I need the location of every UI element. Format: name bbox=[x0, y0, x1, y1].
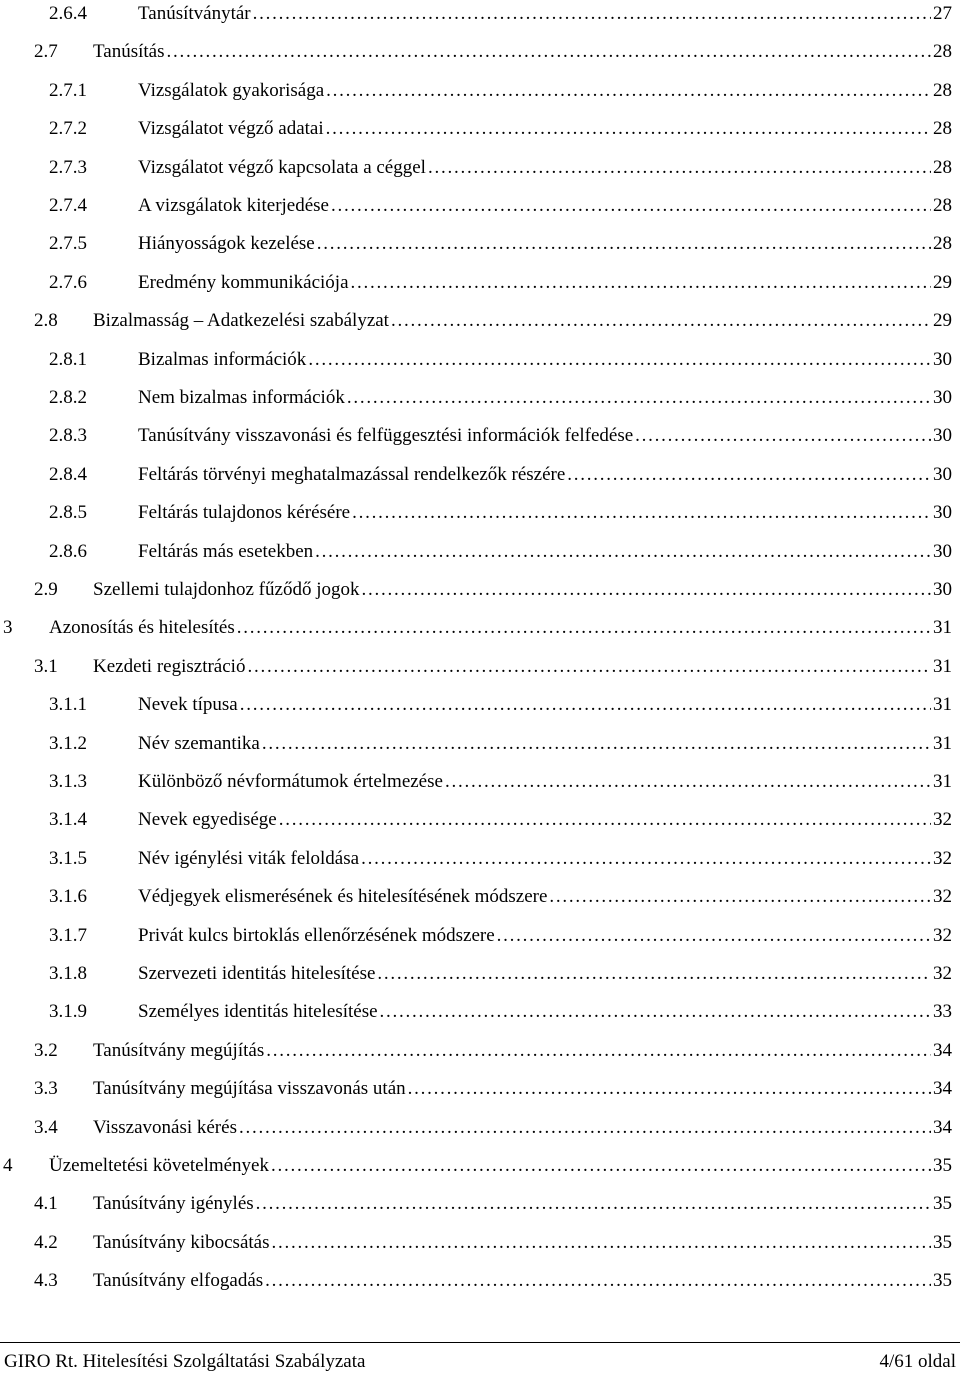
toc-entry-number: 2.7.3 bbox=[49, 156, 87, 178]
toc-entry-number: 2.9 bbox=[34, 579, 58, 600]
toc-entry[interactable] bbox=[0, 110, 960, 148]
toc-entry-number: 2.8.6 bbox=[49, 540, 87, 562]
toc-entry-page: 35 bbox=[931, 1185, 952, 1223]
toc-entry-number: 2.8.5 bbox=[49, 502, 87, 524]
toc-entry-page: 34 bbox=[931, 1032, 952, 1070]
toc-dot-leader bbox=[347, 379, 931, 417]
toc-entry-page: 31 bbox=[931, 648, 952, 686]
toc-entry-line bbox=[93, 1224, 952, 1262]
toc-entry-line bbox=[138, 149, 952, 187]
toc-entry[interactable] bbox=[0, 33, 960, 71]
toc-entry-number: 3.1.5 bbox=[49, 847, 87, 869]
toc-entry-number: 2.8 bbox=[34, 310, 58, 332]
toc-dot-leader bbox=[326, 110, 931, 148]
toc-entry-line bbox=[138, 72, 952, 110]
toc-dot-leader bbox=[377, 955, 931, 993]
toc-entry-number: 3.1 bbox=[34, 655, 58, 677]
toc-dot-leader bbox=[253, 0, 931, 33]
toc-entry[interactable] bbox=[0, 609, 960, 647]
toc-dot-leader bbox=[272, 1224, 932, 1262]
toc-entry-page: 34 bbox=[931, 1070, 952, 1108]
page-footer bbox=[0, 1336, 960, 1376]
toc-entry[interactable] bbox=[0, 1147, 960, 1185]
toc-entry[interactable] bbox=[0, 878, 960, 916]
toc-dot-leader bbox=[237, 609, 931, 647]
toc-entry[interactable] bbox=[0, 225, 960, 263]
toc-entry-title: Bizalmasság – Adatkezelési szabályzat bbox=[93, 302, 391, 340]
toc-entry[interactable] bbox=[0, 571, 960, 609]
toc-entry[interactable] bbox=[0, 149, 960, 187]
toc-entry-number: 2.7 bbox=[34, 41, 58, 63]
toc-dot-leader bbox=[326, 72, 931, 110]
toc-entry-title: Feltárás más esetekben bbox=[138, 533, 315, 571]
toc-entry-page: 35 bbox=[931, 1262, 952, 1300]
toc-entry-line bbox=[138, 955, 952, 993]
toc-entry[interactable] bbox=[0, 341, 960, 379]
toc-entry-number: 3.1.8 bbox=[49, 963, 87, 984]
toc-entry-page: 32 bbox=[931, 840, 952, 878]
toc-entry-title: Tanúsítvány elfogadás bbox=[93, 1262, 265, 1300]
toc-entry-number: 3.1.3 bbox=[49, 771, 87, 792]
toc-entry-page: 32 bbox=[931, 917, 952, 955]
toc-entry-number: 3.1.4 bbox=[49, 809, 87, 831]
toc-entry-title: Vizsgálatot végző kapcsolata a céggel bbox=[138, 149, 428, 187]
footer-divider bbox=[0, 1342, 960, 1343]
toc-entry-page: 31 bbox=[931, 763, 952, 801]
toc-entry-line bbox=[138, 878, 952, 916]
toc-entry-title: Hiányosságok kezelése bbox=[138, 225, 317, 263]
toc-entry-title: Azonosítás és hitelesítés bbox=[49, 609, 237, 647]
toc-entry[interactable] bbox=[0, 1224, 960, 1262]
toc-entry-page: 32 bbox=[931, 801, 952, 839]
toc-entry-page: 28 bbox=[931, 149, 952, 187]
toc-entry-line bbox=[138, 0, 952, 33]
toc-dot-leader bbox=[315, 533, 931, 571]
toc-entry-number: 3.2 bbox=[34, 1039, 58, 1061]
toc-dot-leader bbox=[271, 1147, 931, 1185]
toc-dot-leader bbox=[262, 725, 931, 763]
toc-entry-title: Feltárás törvényi meghatalmazással rendelkezők részére bbox=[138, 456, 567, 494]
toc-entry-number: 3.3 bbox=[34, 1078, 58, 1100]
toc-entry-page: 30 bbox=[931, 456, 952, 494]
toc-entry-page: 35 bbox=[931, 1147, 952, 1185]
toc-entry-line bbox=[138, 110, 952, 148]
toc-entry-page: 30 bbox=[931, 571, 952, 609]
toc-entry-line bbox=[138, 264, 952, 302]
toc-entry[interactable] bbox=[0, 0, 960, 33]
toc-dot-leader bbox=[497, 917, 931, 955]
toc-entry-line bbox=[93, 1185, 952, 1223]
toc-entry-page: 28 bbox=[931, 72, 952, 110]
toc-entry-line bbox=[138, 225, 952, 263]
toc-entry[interactable] bbox=[0, 686, 960, 724]
toc-dot-leader bbox=[265, 1262, 931, 1300]
toc-entry[interactable] bbox=[0, 494, 960, 532]
toc-entry-number: 3 bbox=[3, 617, 13, 639]
toc-dot-leader bbox=[361, 840, 931, 878]
toc-entry-title: Vizsgálatot végző adatai bbox=[138, 110, 326, 148]
toc-entry-title: Különböző névformátumok értelmezése bbox=[138, 763, 445, 801]
toc-entry-line bbox=[138, 686, 952, 724]
toc-entry[interactable] bbox=[0, 1070, 960, 1108]
toc-dot-leader bbox=[317, 225, 931, 263]
toc-dot-leader bbox=[167, 33, 932, 71]
toc-entry-number: 2.8.1 bbox=[49, 348, 87, 370]
toc-entry[interactable] bbox=[0, 187, 960, 225]
toc-entry-title: Szervezeti identitás hitelesítése bbox=[138, 955, 377, 993]
toc-entry-page: 35 bbox=[931, 1224, 952, 1262]
toc-entry[interactable] bbox=[0, 648, 960, 686]
toc-entry-number: 2.8.4 bbox=[49, 463, 87, 485]
toc-entry-line bbox=[93, 33, 952, 71]
toc-entry-title: Név szemantika bbox=[138, 725, 262, 763]
toc-entry-title: Tanúsítványtár bbox=[138, 0, 253, 33]
toc-entry-number: 3.1.1 bbox=[49, 694, 87, 716]
toc-entry-page: 30 bbox=[931, 417, 952, 455]
toc-entry-line bbox=[138, 341, 952, 379]
toc-entry-line bbox=[138, 840, 952, 878]
toc-entry[interactable] bbox=[0, 993, 960, 1031]
toc-entry-number: 2.7.6 bbox=[49, 271, 87, 293]
toc-entry-page: 34 bbox=[931, 1109, 952, 1147]
toc-entry-number: 2.7.5 bbox=[49, 233, 87, 255]
toc-entry-title: Tanúsítvány megújítás bbox=[93, 1032, 266, 1070]
toc-entry[interactable] bbox=[0, 533, 960, 571]
toc-entry-line bbox=[93, 302, 952, 340]
toc-entry-line bbox=[138, 456, 952, 494]
toc-entry-line bbox=[138, 917, 952, 955]
toc-entry-page: 27 bbox=[931, 0, 952, 33]
toc-entry-page: 31 bbox=[931, 686, 952, 724]
toc-entry-page: 31 bbox=[931, 725, 952, 763]
toc-entry-page: 32 bbox=[931, 878, 952, 916]
toc-entry-line bbox=[138, 801, 952, 839]
toc-entry-title: A vizsgálatok kiterjedése bbox=[138, 187, 331, 225]
toc-dot-leader bbox=[247, 648, 931, 686]
toc-entry-line bbox=[93, 648, 952, 686]
toc-entry-line bbox=[93, 571, 952, 609]
toc-entry-number: 4.1 bbox=[34, 1193, 58, 1215]
toc-entry-page: 30 bbox=[931, 379, 952, 417]
toc-entry-page: 30 bbox=[931, 533, 952, 571]
toc-entry-title: Feltárás tulajdonos kérésére bbox=[138, 494, 352, 532]
toc-entry-title: Nevek típusa bbox=[138, 686, 240, 724]
footer-document-title: GIRO Rt. Hitelesítési Szolgáltatási Szabályzata bbox=[4, 1351, 366, 1372]
toc-entry-page: 30 bbox=[931, 341, 952, 379]
toc-entry-page: 33 bbox=[931, 993, 952, 1031]
toc-dot-leader bbox=[352, 494, 931, 532]
toc-entry-number: 4.3 bbox=[34, 1270, 58, 1292]
toc-entry-title: Tanúsítvány megújítása visszavonás után bbox=[93, 1070, 408, 1108]
toc-entry-title: Kezdeti regisztráció bbox=[93, 648, 247, 686]
toc-entry-line bbox=[49, 1147, 952, 1185]
toc-entry-title: Vizsgálatok gyakorisága bbox=[138, 72, 326, 110]
toc-entry[interactable] bbox=[0, 456, 960, 494]
toc-entry-title: Tanúsítás bbox=[93, 33, 167, 71]
toc-dot-leader bbox=[351, 264, 931, 302]
toc-dot-leader bbox=[279, 801, 931, 839]
toc-dot-leader bbox=[240, 686, 931, 724]
toc-entry[interactable] bbox=[0, 840, 960, 878]
toc-dot-leader bbox=[331, 187, 931, 225]
toc-entry-line bbox=[93, 1262, 952, 1300]
toc-dot-leader bbox=[445, 763, 931, 801]
toc-entry-title: Tanúsítvány kibocsátás bbox=[93, 1224, 272, 1262]
toc-entry-page: 29 bbox=[931, 264, 952, 302]
toc-dot-leader bbox=[266, 1032, 931, 1070]
toc-entry[interactable] bbox=[0, 417, 960, 455]
toc-entry-title: Nem bizalmas információk bbox=[138, 379, 347, 417]
toc-entry-line bbox=[138, 725, 952, 763]
toc-entry-title: Tanúsítvány visszavonási és felfüggesztési információk felfedése bbox=[138, 417, 635, 455]
toc-entry-number: 4.2 bbox=[34, 1231, 58, 1253]
toc-entry[interactable] bbox=[0, 72, 960, 110]
toc-entry-title: Név igénylési viták feloldása bbox=[138, 840, 361, 878]
toc-entry[interactable] bbox=[0, 1185, 960, 1223]
toc-dot-leader bbox=[391, 302, 931, 340]
toc-entry[interactable] bbox=[0, 379, 960, 417]
toc-entry[interactable] bbox=[0, 763, 960, 801]
toc-entry[interactable] bbox=[0, 1109, 960, 1147]
toc-entry[interactable] bbox=[0, 1032, 960, 1070]
toc-entry-page: 31 bbox=[931, 609, 952, 647]
toc-entry-line bbox=[93, 1109, 952, 1147]
toc-dot-leader bbox=[239, 1109, 931, 1147]
toc-dot-leader bbox=[361, 571, 931, 609]
toc-entry-number: 2.8.2 bbox=[49, 387, 87, 408]
toc-entry-title: Bizalmas információk bbox=[138, 341, 308, 379]
toc-entry-page: 30 bbox=[931, 494, 952, 532]
footer-page-number: 4/61 oldal bbox=[879, 1351, 956, 1372]
toc-entry-title: Személyes identitás hitelesítése bbox=[138, 993, 380, 1031]
toc-entry-number: 2.7.1 bbox=[49, 79, 87, 101]
toc-entry-line bbox=[138, 417, 952, 455]
toc-entry-number: 4 bbox=[3, 1155, 13, 1176]
toc-entry-line bbox=[138, 993, 952, 1031]
toc-entry-title: Védjegyek elismerésének és hitelesítésének módszere bbox=[138, 878, 549, 916]
toc-entry[interactable] bbox=[0, 1262, 960, 1300]
toc-dot-leader bbox=[308, 341, 931, 379]
toc-entry-number: 2.8.3 bbox=[49, 425, 87, 447]
toc-entry-page: 28 bbox=[931, 187, 952, 225]
toc-dot-leader bbox=[380, 993, 931, 1031]
toc-dot-leader bbox=[428, 149, 931, 187]
toc-entry-page: 29 bbox=[931, 302, 952, 340]
toc-dot-leader bbox=[549, 878, 931, 916]
toc-entry-page: 28 bbox=[931, 33, 952, 71]
toc-entry-title: Eredmény kommunikációja bbox=[138, 264, 351, 302]
toc-entry-page: 28 bbox=[931, 110, 952, 148]
toc-entry-line bbox=[93, 1070, 952, 1108]
toc-entry[interactable] bbox=[0, 801, 960, 839]
toc-entry-line bbox=[93, 1032, 952, 1070]
toc-entry-title: Privát kulcs birtoklás ellenőrzésének módszere bbox=[138, 917, 497, 955]
toc-entry-number: 3.1.7 bbox=[49, 924, 87, 946]
toc-entry-line bbox=[138, 763, 952, 801]
toc-entry-title: Szellemi tulajdonhoz fűződő jogok bbox=[93, 571, 361, 609]
toc-entry-line bbox=[138, 379, 952, 417]
toc-entry-page: 32 bbox=[931, 955, 952, 993]
toc-entry-line bbox=[138, 533, 952, 571]
toc-entry-number: 2.7.4 bbox=[49, 195, 87, 216]
toc-entry-page: 28 bbox=[931, 225, 952, 263]
toc-entry-line bbox=[138, 187, 952, 225]
toc-entry[interactable] bbox=[0, 264, 960, 302]
toc-entry-title: Tanúsítvány igénylés bbox=[93, 1185, 256, 1223]
toc-entry[interactable] bbox=[0, 725, 960, 763]
toc-dot-leader bbox=[635, 417, 931, 455]
toc-dot-leader bbox=[256, 1185, 931, 1223]
toc-entry-number: 3.1.2 bbox=[49, 732, 87, 754]
toc-entry[interactable] bbox=[0, 917, 960, 955]
toc-entry[interactable] bbox=[0, 302, 960, 340]
toc-dot-leader bbox=[408, 1070, 931, 1108]
toc-entry-line bbox=[49, 609, 952, 647]
toc-entry-title: Nevek egyedisége bbox=[138, 801, 279, 839]
toc-entry-number: 3.4 bbox=[34, 1116, 58, 1138]
toc-entry-number: 3.1.9 bbox=[49, 1001, 87, 1023]
toc-entry-number: 2.6.4 bbox=[49, 3, 87, 24]
toc-dot-leader bbox=[567, 456, 931, 494]
toc-entry-title: Visszavonási kérés bbox=[93, 1109, 239, 1147]
toc-entry-number: 2.7.2 bbox=[49, 118, 87, 140]
toc-entry-title: Üzemeltetési követelmények bbox=[49, 1147, 271, 1185]
toc-entry-line bbox=[138, 494, 952, 532]
toc-entry-number: 3.1.6 bbox=[49, 886, 87, 908]
toc-entry[interactable] bbox=[0, 955, 960, 993]
